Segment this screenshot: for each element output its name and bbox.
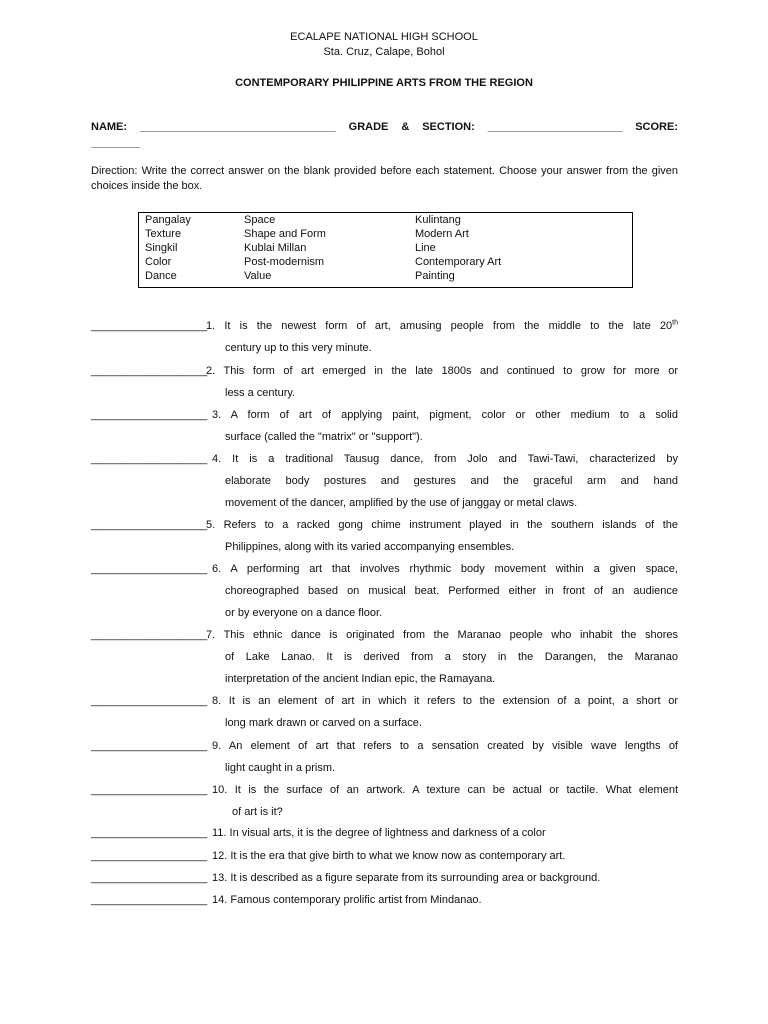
choice-item: Singkil	[145, 242, 178, 254]
question-7-line-1: 7. This ethnic dance is originated from the Maranao people who inhabit the shores	[206, 629, 678, 641]
question-8-line-2: long mark drawn or carved on a surface.	[225, 717, 422, 729]
question-1-line-2: century up to this very minute.	[225, 342, 372, 354]
choice-item: Post-modernism	[244, 256, 325, 268]
choice-item: Kublai Millan	[244, 242, 307, 254]
question-4-line-1: 4. It is a traditional Tausug dance, from Jolo and Tawi-Tawi, characterized by	[212, 453, 678, 465]
question-6-line-1: 6. A performing art that involves rhythmic body movement within a given space,	[212, 563, 678, 575]
question-10-line-1: 10. It is the surface of an artwork. A texture can be actual or tactile. What element	[212, 784, 678, 796]
question-6-line-2: choreographed based on musical beat. Performed either in front of an audience	[225, 585, 678, 597]
question-8-line-1: 8. It is an element of art in which it refers to the extension of a point, a short or	[212, 695, 678, 707]
choice-item: Pangalay	[145, 214, 191, 226]
answer-blank-4[interactable]: ___________________	[91, 453, 208, 465]
question-5-line-1: 5. Refers to a racked gong chime instrument played in the southern islands of the	[206, 519, 678, 531]
worksheet-title: CONTEMPORARY PHILIPPINE ARTS FROM THE REGION	[235, 77, 533, 89]
choice-item: Color	[145, 256, 172, 268]
school-address: Sta. Cruz, Calape, Bohol	[323, 46, 445, 58]
superscript-th: th	[672, 319, 678, 327]
choice-item: Space	[244, 214, 276, 226]
answer-blank-2[interactable]: ___________________	[91, 365, 208, 377]
choice-item: Value	[244, 270, 272, 282]
question-1	[206, 319, 678, 334]
question-3-line-2: surface (called the "matrix" or "support").	[225, 431, 423, 443]
ampersand: &	[401, 121, 410, 133]
question-9-line-1: 9. An element of art that refers to a sensation created by visible wave lengths of	[212, 740, 678, 752]
question-7-line-2: of Lake Lanao. It is derived from a story in the Darangen, the Maranao	[225, 651, 678, 663]
question-13: 13. It is described as a figure separate from its surrounding area or background.	[212, 872, 601, 884]
question-2-line-1: 2. This form of art emerged in the late 1800s and continued to grow for more or	[206, 365, 678, 377]
question-11: 11. In visual arts, it is the degree of lightness and darkness of a color	[212, 827, 546, 839]
answer-blank-3[interactable]: ___________________	[91, 409, 208, 421]
choice-item: Dance	[145, 270, 177, 282]
section-label: SECTION:	[422, 121, 475, 133]
choice-item: Painting	[415, 270, 455, 282]
question-10-line-2: of art is it?	[232, 806, 283, 818]
choice-item: Modern Art	[415, 228, 469, 240]
answer-blank-1[interactable]: ___________________	[91, 320, 208, 332]
direction-text	[91, 164, 678, 194]
name-label: NAME:	[91, 121, 128, 133]
question-9-line-2: light caught in a prism.	[225, 762, 336, 774]
question-14: 14. Famous contemporary prolific artist from Mindanao.	[212, 894, 482, 906]
answer-blank-14[interactable]: ___________________	[91, 894, 208, 906]
question-7-line-3: interpretation of the ancient Indian epic, the Ramayana.	[225, 673, 496, 685]
choice-item: Line	[415, 242, 436, 254]
question-6-line-3: or by everyone on a dance floor.	[225, 607, 383, 619]
question-2-line-2: less a century.	[225, 387, 296, 399]
score-label: SCORE:	[635, 121, 678, 133]
question-12: 12. It is the era that give birth to what we know now as contemporary art.	[212, 850, 566, 862]
direction-body: Write the correct answer on the blank provided before each statement. Choose your answer from the given choices inside the box.	[91, 165, 678, 192]
name-blank[interactable]: ________________________________	[139, 121, 336, 133]
answer-blank-8[interactable]: ___________________	[91, 695, 208, 707]
choices-box	[138, 212, 633, 288]
answer-blank-5[interactable]: ___________________	[91, 519, 208, 531]
question-4-line-2: elaborate body postures and gestures and the graceful arm and hand	[225, 475, 678, 487]
choice-item: Kulintang	[415, 214, 461, 226]
student-info-row	[91, 120, 678, 135]
grade-label: GRADE	[348, 121, 389, 133]
section-blank[interactable]: ______________________	[487, 121, 623, 133]
choice-item: Texture	[145, 228, 182, 240]
score-blank[interactable]: ________	[91, 137, 140, 149]
answer-blank-6[interactable]: ___________________	[91, 563, 208, 575]
answer-blank-12[interactable]: ___________________	[91, 850, 208, 862]
question-1-line-1: 1. It is the newest form of art, amusing people from the middle to the late 20	[206, 320, 673, 332]
answer-blank-13[interactable]: ___________________	[91, 872, 208, 884]
answer-blank-10[interactable]: ___________________	[91, 784, 208, 796]
question-5-line-2: Philippines, along with its varied accompanying ensembles.	[225, 541, 515, 553]
choice-item: Shape and Form	[244, 228, 326, 240]
answer-blank-11[interactable]: ___________________	[91, 827, 208, 839]
school-name: ECALAPE NATIONAL HIGH SCHOOL	[290, 31, 478, 43]
question-4-line-3: movement of the dancer, amplified by the use of janggay or metal claws.	[225, 497, 578, 509]
choice-item: Contemporary Art	[415, 256, 502, 268]
answer-blank-9[interactable]: ___________________	[91, 740, 208, 752]
question-3-line-1: 3. A form of art of applying paint, pigment, color or other medium to a solid	[212, 409, 678, 421]
direction-label: Direction:	[91, 165, 138, 177]
answer-blank-7[interactable]: ___________________	[91, 629, 208, 641]
